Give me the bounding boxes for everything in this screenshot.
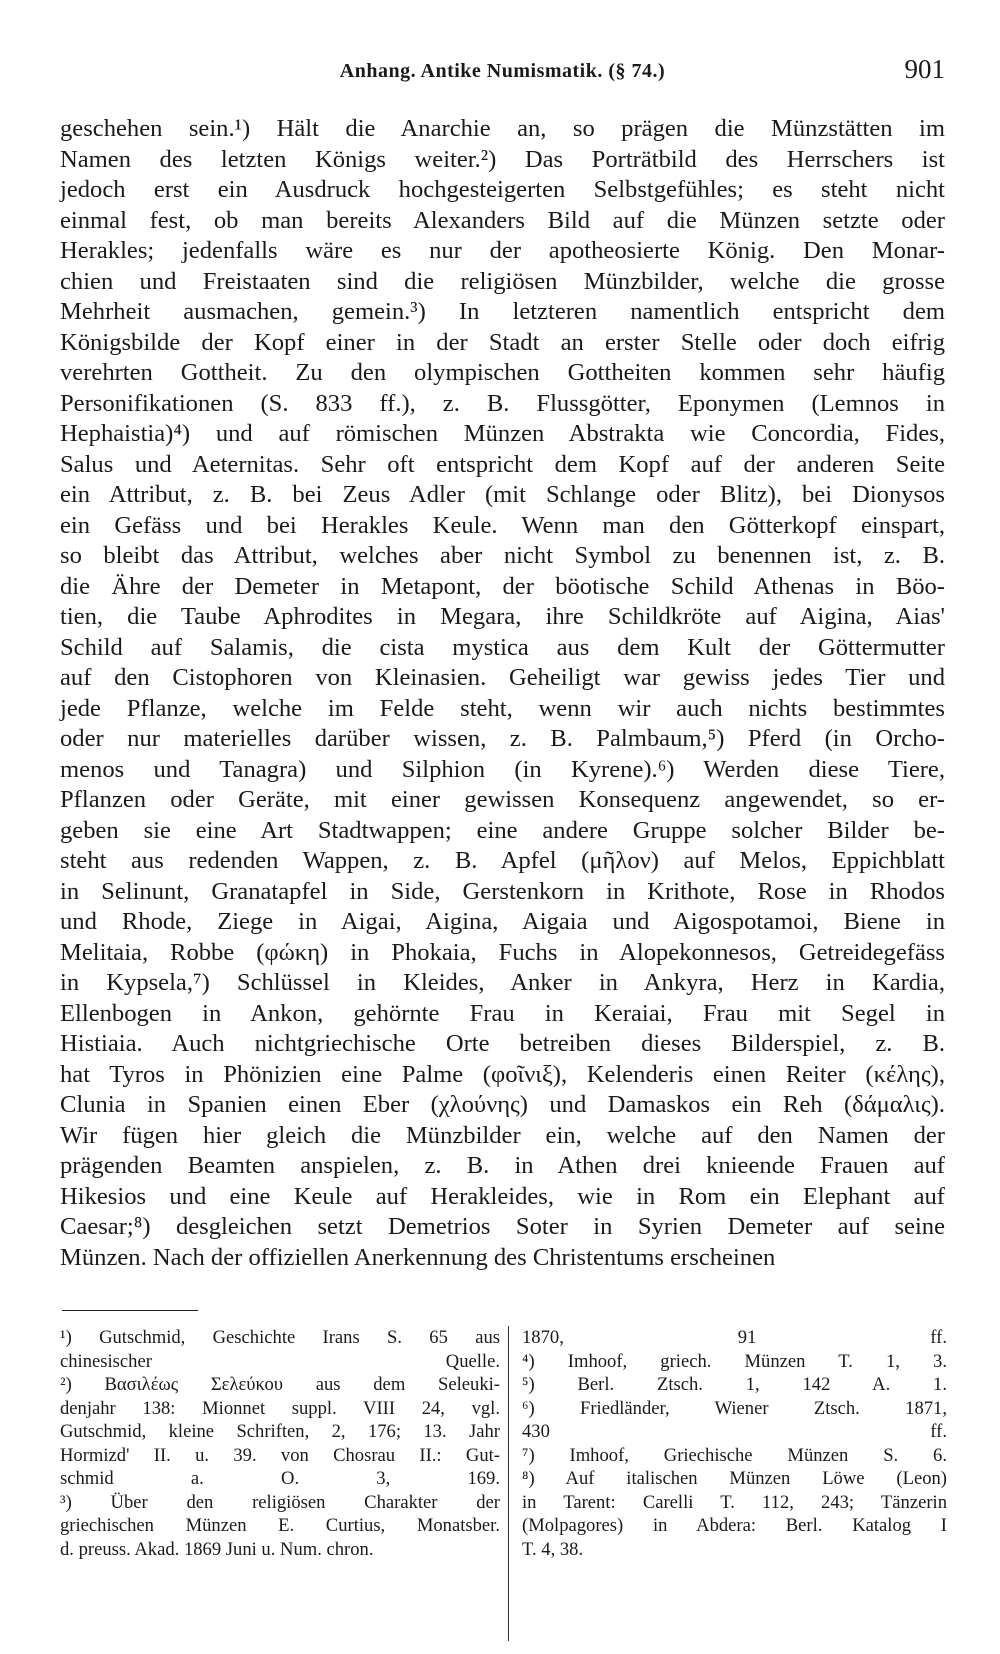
footnote-column-divider	[508, 1326, 509, 1641]
footnote-line: ¹) Gutschmid, Geschichte Irans S. 65 aus	[60, 1327, 500, 1348]
text-line: in Kypsela,⁷) Schlüssel in Kleides, Anker in Ankyra, Herz in Kardia,	[60, 969, 945, 996]
footnote-line: (Molpagores) in Abdera: Berl. Katalog I	[522, 1515, 947, 1536]
text-line: Salus und Aeternitas. Sehr oft entspricht dem Kopf auf der anderen Seite	[60, 450, 945, 478]
text-line: Histiaia. Auch nichtgriechische Orte betreiben dieses Bilderspiel, z. B.	[60, 1030, 945, 1057]
footnote-line: griechischen Münzen E. Curtius, Monatsber.	[60, 1515, 500, 1536]
text-line: und Rhode, Ziege in Aigai, Aigina, Aigaia und Aigospotamoi, Biene in	[60, 908, 945, 935]
footnote-line: d. preuss. Akad. 1869 Juni u. Num. chron.	[60, 1538, 374, 1560]
text-line: jede Pflanze, welche im Felde steht, wenn wir auch nichts bestimmtes	[60, 694, 945, 722]
text-line: Königsbilde der Kopf einer in der Stadt an erster Stelle oder doch eifrig	[60, 328, 945, 356]
text-line: verehrten Gottheit. Zu den olympischen Gottheiten kommen sehr häufig	[60, 359, 945, 386]
text-line: geben sie eine Art Stadtwappen; eine andere Gruppe solcher Bilder be-	[60, 816, 945, 844]
footnote-rule	[62, 1310, 198, 1311]
text-line: ein Gefäss und bei Herakles Keule. Wenn man den Götterkopf einspart,	[60, 511, 945, 539]
text-line: jedoch erst ein Ausdruck hochgesteigerten Selbstgefühles; es steht nicht	[60, 176, 945, 203]
text-line: Mehrheit ausmachen, gemein.³) In letzteren namentlich entspricht dem	[60, 298, 945, 325]
footnote-line: Hormizd' II. u. 39. von Chosrau II.: Gut-	[60, 1444, 500, 1466]
footnote-line: T. 4, 38.	[522, 1538, 584, 1560]
footnotes-left-column	[60, 1326, 500, 1561]
text-line: tien, die Taube Aphrodites in Megara, ihre Schildkröte auf Aigina, Aias'	[60, 603, 945, 630]
text-line: Herakles; jedenfalls wäre es nur der apotheosierte König. Den Monar-	[60, 237, 945, 264]
text-line: so bleibt das Attribut, welches aber nicht Symbol zu benennen ist, z. B.	[60, 542, 945, 569]
page-number: 901	[904, 54, 945, 84]
text-line: Schild auf Salamis, die cista mystica aus dem Kult der Göttermutter	[60, 633, 945, 661]
text-line: hat Tyros in Phönizien eine Palme (φοῖνιξ), Kelenderis einen Reiter (κέλης),	[60, 1060, 945, 1088]
text-line: Personifikationen (S. 833 ff.), z. B. Flussgötter, Eponymen (Lemnos in	[60, 389, 945, 417]
running-header	[60, 54, 945, 94]
footnote-line: ⁴) Imhoof, griech. Münzen T. 1, 3.	[522, 1350, 947, 1372]
text-line: Caesar;⁸) desgleichen setzt Demetrios Soter in Syrien Demeter auf seine	[60, 1213, 945, 1240]
text-line: Pflanzen oder Geräte, mit einer gewissen Konsequenz angewendet, so er-	[60, 786, 945, 813]
text-line: geschehen sein.¹) Hält die Anarchie an, so prägen die Münzstätten im	[60, 115, 945, 142]
main-text	[60, 114, 945, 1273]
footnote-line: 430 ff.	[522, 1421, 947, 1442]
footnote-line: schmid a. O. 3, 169.	[60, 1468, 500, 1489]
text-line: Melitaia, Robbe (φώκη) in Phokaia, Fuchs in Alopekonnesos, Getreidegefäss	[60, 938, 945, 966]
text-line: Ellenbogen in Ankon, gehörnte Frau in Keraiai, Frau mit Segel in	[60, 999, 945, 1027]
text-line: auf den Cistophoren von Kleinasien. Geheiligt war gewiss jedes Tier und	[60, 664, 945, 691]
text-line: menos und Tanagra) und Silphion (in Kyrene).⁶) Werden diese Tiere,	[60, 755, 945, 783]
running-title: Anhang. Antike Numismatik. (§ 74.)	[339, 60, 666, 82]
text-line: prägenden Beamten anspielen, z. B. in Athen drei knieende Frauen auf	[60, 1152, 945, 1179]
text-line: in Selinunt, Granatapfel in Side, Gerstenkorn in Krithote, Rose in Rhodos	[60, 877, 945, 905]
text-line: Hikesios und eine Keule auf Herakleides, wie in Rom ein Elephant auf	[60, 1182, 945, 1210]
footnote-line: chinesischer Quelle.	[60, 1350, 500, 1372]
text-line: Münzen. Nach der offiziellen Anerkennung des Christentums erscheinen	[60, 1243, 776, 1271]
text-line: chien und Freistaaten sind die religiösen Münzbilder, welche die grosse	[60, 267, 945, 295]
footnote-line: ⁸) Auf italischen Münzen Löwe (Leon)	[522, 1468, 947, 1489]
text-line: ein Attribut, z. B. bei Zeus Adler (mit Schlange oder Blitz), bei Dionysos	[60, 481, 945, 508]
footnote-line: ⁵) Berl. Ztsch. 1, 142 A. 1.	[522, 1374, 947, 1395]
footnote-line: ²) Βασιλέως Σελεύκου aus dem Seleuki-	[60, 1374, 500, 1395]
footnote-line: Gutschmid, kleine Schriften, 2, 176; 13. Jahr	[60, 1421, 500, 1442]
text-line: die Ähre der Demeter in Metapont, der böotische Schild Athenas in Böo-	[60, 572, 945, 600]
text-line: Clunia in Spanien einen Eber (χλούνης) und Damaskos ein Reh (δάμαλις).	[60, 1091, 945, 1118]
footnote-line: ⁷) Imhoof, Griechische Münzen S. 6.	[522, 1444, 947, 1466]
text-line: steht aus redenden Wappen, z. B. Apfel (μῆλον) auf Melos, Eppichblatt	[60, 847, 945, 874]
text-line: Hephaistia)⁴) und auf römischen Münzen Abstrakta wie Concordia, Fides,	[60, 420, 945, 447]
footnote-line: 1870, 91 ff.	[522, 1327, 947, 1348]
footnotes-right-column	[522, 1326, 947, 1561]
text-line: einmal fest, ob man bereits Alexanders Bild auf die Münzen setzte oder	[60, 206, 945, 234]
footnote-line: in Tarent: Carelli T. 112, 243; Tänzerin	[522, 1491, 947, 1513]
footnote-line: ³) Über den religiösen Charakter der	[60, 1491, 500, 1513]
text-line: oder nur materielles darüber wissen, z. B. Palmbaum,⁵) Pferd (in Orcho-	[60, 725, 945, 752]
text-line: Wir fügen hier gleich die Münzbilder ein, welche auf den Namen der	[60, 1121, 945, 1149]
footnote-line: denjahr 138: Mionnet suppl. VIII 24, vgl.	[60, 1397, 500, 1419]
footnote-line: ⁶) Friedländer, Wiener Ztsch. 1871,	[522, 1397, 947, 1419]
text-line: Namen des letzten Königs weiter.²) Das Porträtbild des Herrschers ist	[60, 145, 945, 173]
